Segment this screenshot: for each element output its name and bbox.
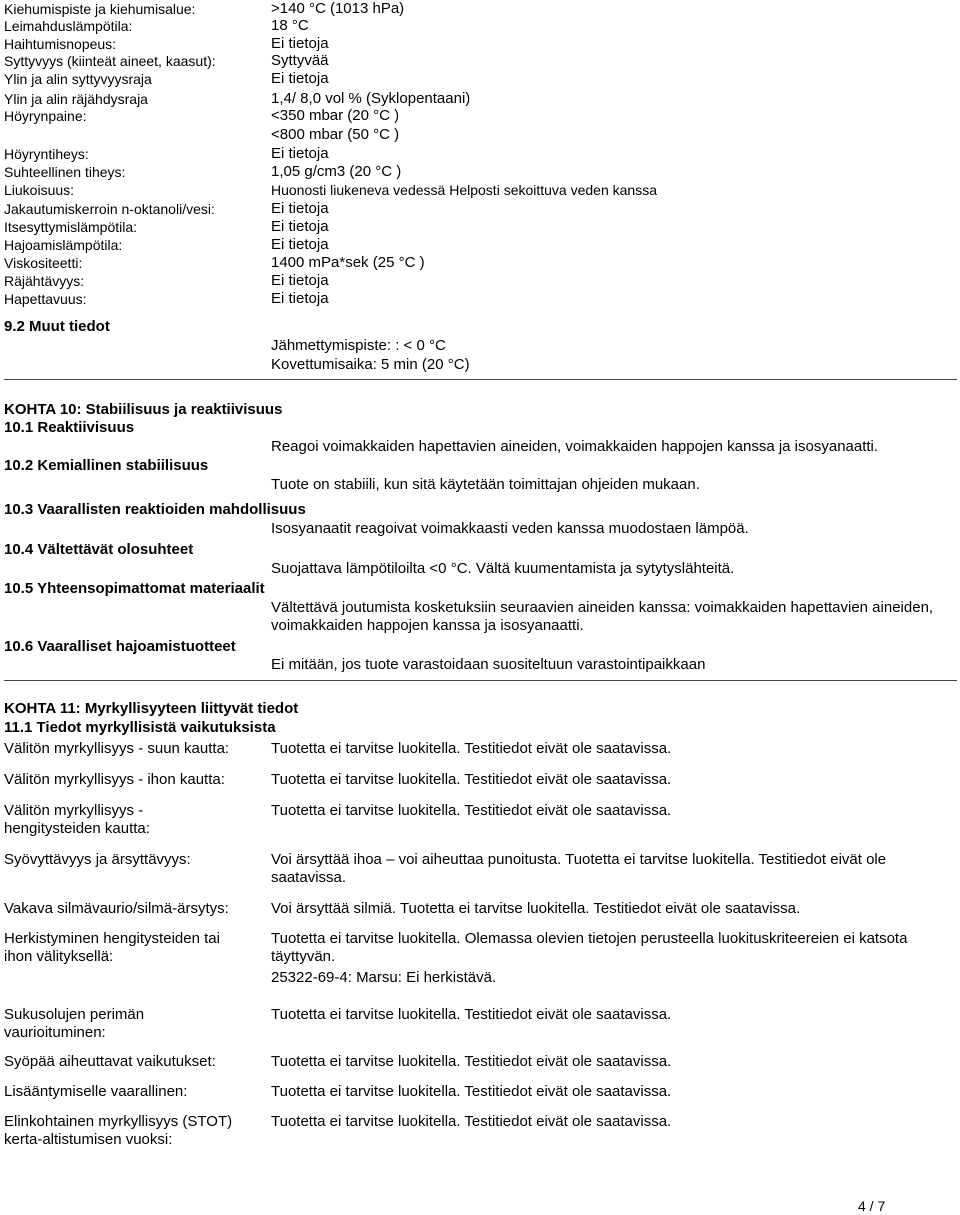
property-value: 1,4/ 8,0 vol % (Syklopentaani) bbox=[271, 90, 471, 107]
property-value: <800 mbar (50 °C ) bbox=[271, 126, 400, 143]
property-label: Syttyvyys (kiinteät aineet, kaasut): bbox=[4, 53, 216, 69]
subsection-heading: 10.4 Vältettävät olosuhteet bbox=[4, 541, 194, 558]
property-value: Ei tietoja bbox=[271, 200, 329, 217]
property-label: Viskositeetti: bbox=[4, 255, 83, 271]
property-label: Haihtumisnopeus: bbox=[4, 36, 117, 52]
other-info-line: Kovettumisaika: 5 min (20 °C) bbox=[271, 356, 470, 373]
property-value: Ei tietoja bbox=[271, 70, 329, 87]
property-value: Ei tietoja bbox=[271, 236, 329, 253]
property-label: Ylin ja alin syttyvyysraja bbox=[4, 71, 152, 87]
property-label: Kiehumispiste ja kiehumisalue: bbox=[4, 1, 196, 17]
subsection-text: Isosyanaatit reagoivat voimakkaasti veden kanssa muodostaen lämpöä. bbox=[271, 520, 749, 537]
toxicity-label: Välitön myrkyllisyys - suun kautta: bbox=[4, 740, 230, 757]
toxicity-value: Tuotetta ei tarvitse luokitella. Testitiedot eivät ole saatavissa. bbox=[271, 802, 672, 819]
property-value: 18 °C bbox=[271, 17, 309, 34]
toxicity-value: Tuotetta ei tarvitse luokitella. Testitiedot eivät ole saatavissa. bbox=[271, 1113, 672, 1130]
toxicity-label: Vakava silmävaurio/silmä-ärsytys: bbox=[4, 900, 229, 917]
toxicity-label: Herkistyminen hengitysteiden tai ihon välityksellä: bbox=[4, 930, 220, 965]
property-label: Hapettavuus: bbox=[4, 291, 87, 307]
subsection-heading: 10.1 Reaktiivisuus bbox=[4, 419, 135, 436]
subsection-heading: 9.2 Muut tiedot bbox=[4, 318, 110, 335]
toxicity-value: Voi ärsyttää ihoa – voi aiheuttaa punoitusta. Tuotetta ei tarvitse luokitella. Testitiedot eivät ole saatavissa. bbox=[271, 851, 887, 886]
section-divider bbox=[4, 680, 957, 681]
toxicity-label: Elinkohtainen myrkyllisyys (STOT) kerta-altistumisen vuoksi: bbox=[4, 1113, 233, 1148]
property-label: Räjähtävyys: bbox=[4, 273, 85, 289]
toxicity-label: Syövyttävyys ja ärsyttävyys: bbox=[4, 851, 191, 868]
toxicity-value: Tuotetta ei tarvitse luokitella. Testitiedot eivät ole saatavissa. bbox=[271, 771, 672, 788]
page-number: 4 / 7 bbox=[858, 1198, 886, 1214]
toxicity-label: Välitön myrkyllisyys - ihon kautta: bbox=[4, 771, 225, 788]
property-label: Hajoamislämpötila: bbox=[4, 237, 123, 253]
subsection-text: Suojattava lämpötiloilta <0 °C. Vältä kuumentamista ja sytytyslähteitä. bbox=[271, 560, 735, 577]
property-value: <350 mbar (20 °C ) bbox=[271, 107, 400, 124]
property-value: Ei tietoja bbox=[271, 145, 329, 162]
toxicity-label: Sukusolujen perimän vaurioituminen: bbox=[4, 1006, 145, 1041]
property-value: Ei tietoja bbox=[271, 290, 329, 307]
toxicity-label: Lisääntymiselle vaarallinen: bbox=[4, 1083, 188, 1100]
subsection-text: Ei mitään, jos tuote varastoidaan suositeltuun varastointipaikkaan bbox=[271, 656, 706, 673]
toxicity-value: Voi ärsyttää silmiä. Tuotetta ei tarvitse luokitella. Testitiedot eivät ole saatavissa. bbox=[271, 900, 801, 917]
subsection-text: Vältettävä joutumista kosketuksiin seuraavien aineiden kanssa: voimakkaiden hapettavien aineiden, voimakkaiden happojen kanssa ja isosyanaatti. bbox=[271, 599, 934, 634]
toxicity-label: Välitön myrkyllisyys - hengitysteiden kautta: bbox=[4, 802, 150, 837]
property-value: Ei tietoja bbox=[271, 218, 329, 235]
toxicity-value: Tuotetta ei tarvitse luokitella. Olemassa olevien tietojen perusteella luokituskriteereien ei katsota täyttyvän. bbox=[271, 930, 908, 965]
other-info-line: Jähmettymispiste: : < 0 °C bbox=[271, 337, 446, 354]
property-value: 1400 mPa*sek (25 °C ) bbox=[271, 254, 425, 271]
subsection-heading: 10.2 Kemiallinen stabiilisuus bbox=[4, 457, 209, 474]
property-value: 1,05 g/cm3 (20 °C ) bbox=[271, 163, 402, 180]
toxicity-value: Tuotetta ei tarvitse luokitella. Testitiedot eivät ole saatavissa. bbox=[271, 1083, 672, 1100]
property-label: Liukoisuus: bbox=[4, 182, 75, 198]
property-label: Itsesyttymislämpötila: bbox=[4, 219, 138, 235]
section-title: KOHTA 10: Stabiilisuus ja reaktiivisuus bbox=[4, 401, 283, 418]
subsection-text: Tuote on stabiili, kun sitä käytetään toimittajan ohjeiden mukaan. bbox=[271, 476, 700, 493]
property-label: Ylin ja alin räjähdysraja bbox=[4, 91, 148, 107]
property-label: Leimahduslämpötila: bbox=[4, 18, 133, 34]
section-divider bbox=[4, 379, 957, 380]
property-value: >140 °C (1013 hPa) bbox=[271, 0, 405, 17]
toxicity-label: Syöpää aiheuttavat vaikutukset: bbox=[4, 1053, 216, 1070]
property-value: Huonosti liukeneva vedessä Helposti sekoittuva veden kanssa bbox=[271, 182, 658, 198]
subsection-text: Reagoi voimakkaiden hapettavien aineiden, voimakkaiden happojen kanssa ja isosyanaatti. bbox=[271, 438, 879, 455]
property-label: Höyryntiheys: bbox=[4, 146, 89, 162]
subsection-heading: 11.1 Tiedot myrkyllisistä vaikutuksista bbox=[4, 719, 276, 736]
property-label: Höyrynpaine: bbox=[4, 108, 87, 124]
property-value: Ei tietoja bbox=[271, 35, 329, 52]
subsection-heading: 10.5 Yhteensopimattomat materiaalit bbox=[4, 580, 265, 597]
toxicity-value: Tuotetta ei tarvitse luokitella. Testitiedot eivät ole saatavissa. bbox=[271, 740, 672, 757]
subsection-heading: 10.6 Vaaralliset hajoamistuotteet bbox=[4, 638, 236, 655]
section-title: KOHTA 11: Myrkyllisyyteen liittyvät tiedot bbox=[4, 700, 299, 717]
property-label: Jakautumiskerroin n-oktanoli/vesi: bbox=[4, 201, 215, 217]
property-label: Suhteellinen tiheys: bbox=[4, 164, 126, 180]
toxicity-value: Tuotetta ei tarvitse luokitella. Testitiedot eivät ole saatavissa. bbox=[271, 1006, 672, 1023]
toxicity-value: Tuotetta ei tarvitse luokitella. Testitiedot eivät ole saatavissa. bbox=[271, 1053, 672, 1070]
property-value: Ei tietoja bbox=[271, 272, 329, 289]
toxicity-value: 25322-69-4: Marsu: Ei herkistävä. bbox=[271, 969, 497, 986]
subsection-heading: 10.3 Vaarallisten reaktioiden mahdollisuus bbox=[4, 501, 306, 518]
property-value: Syttyvää bbox=[271, 52, 329, 69]
